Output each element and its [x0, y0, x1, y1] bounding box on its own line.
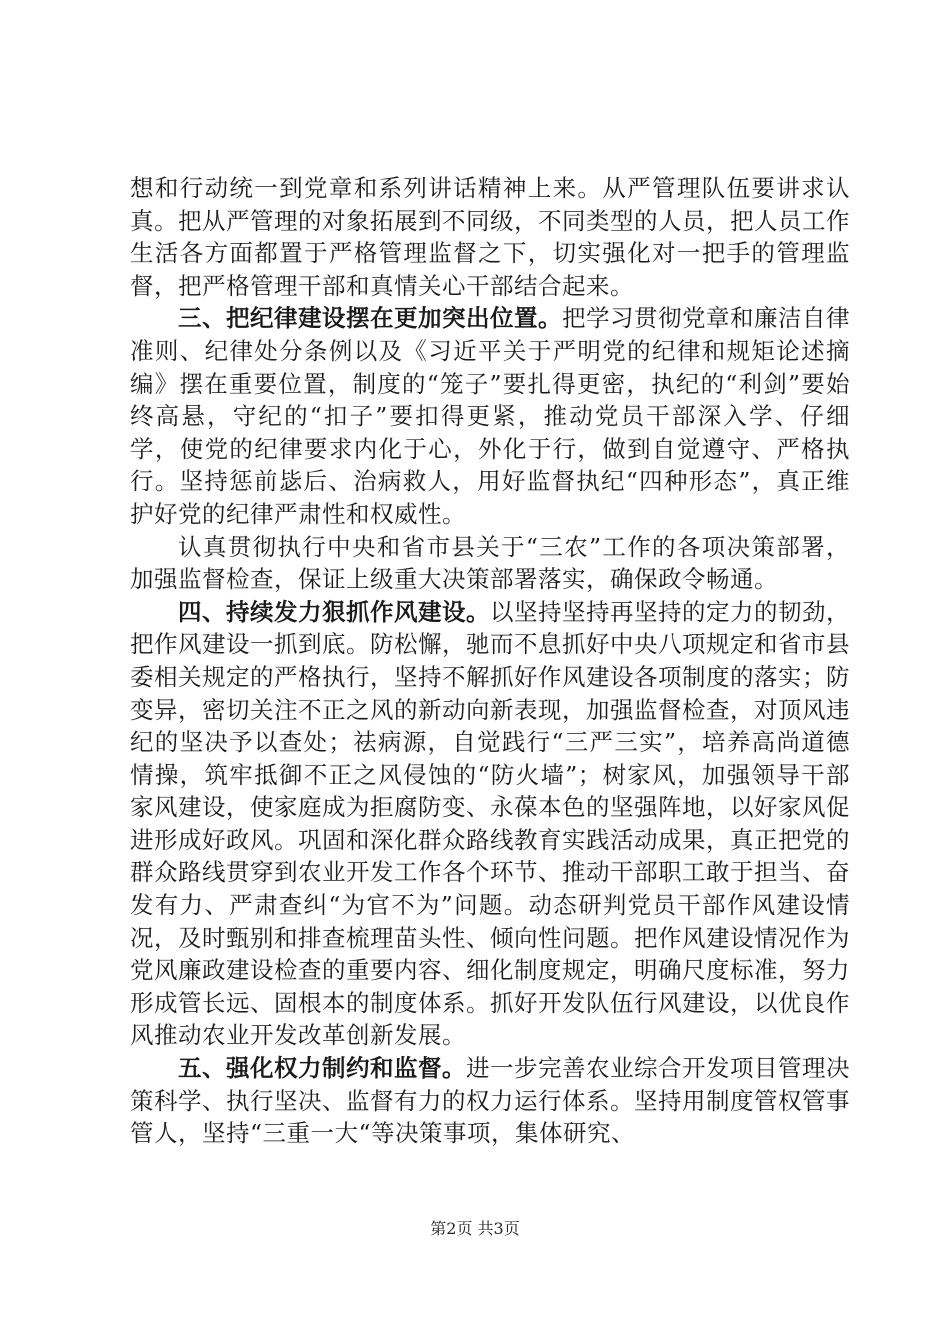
section-heading: 四、持续发力狠抓作风建设。 [178, 597, 490, 626]
paragraph-text: 以坚持坚持再坚持的定力的韧劲，把作风建设一抓到底。防松懈，驰而不息抓好中央八项规定和省市县委相关规定的严格执行，坚持不解抓好作风建设各项制度的落实；防变异，密切关注不正之风的新动向新表现，加强监督检查，对顶风违纪的坚决予以查处；祛病源，自觉践行“三严三实”，培养高尚道德情操，筑牢抵御不正之风侵蚀的“防火墙”；树家风，加强领导干部家风建设，使家庭成为拒腐防变、永葆本色的坚强阵地，以好家风促进形成好政风。巩固和深化群众路线教育实践活动成果，真正把党的群众路线贯穿到农业开发工作各个环节、推动干部职工敢于担当、奋发有力、严肃查纠“为官不为”问题。动态研判党员干部作风建设情况，及时甄别和排查梳理苗头性、倾向性问题。把作风建设情况作为党风廉政建设检查的重要内容、细化制度规定，明确尺度标准，努力形成管长远、固根本的制度体系。抓好开发队伍行风建设，以优良作风推动农业开发改革创新发展。 [130, 597, 850, 1050]
paragraph-section-4 [130, 596, 850, 1052]
paragraph-section-5 [130, 1052, 850, 1150]
paragraph-text: 想和行动统一到党章和系列讲话精神上来。从严管理队伍要讲求认真。把从严管理的对象拓展到不同级，不同类型的人员，把人员工作生活各方面都置于严格管理监督之下，切实强化对一把手的管理监督，把严格管理干部和真情关心干部结合起来。 [130, 174, 850, 300]
document-body [130, 172, 850, 1150]
paragraph-sannong [130, 531, 850, 596]
paragraph-text: 认真贯彻执行中央和省市县关于“三农”工作的各项决策部署，加强监督检查，保证上级重大决策部署落实，确保政令畅通。 [130, 532, 850, 594]
paragraph-text: 把学习贯彻党章和廉洁自律准则、纪律处分条例以及《习近平关于严明党的纪律和规矩论述摘编》摆在重要位置，制度的“笼子”要扎得更密，执纪的“利剑”要始终高悬，守纪的“扣子”要扣得更紧，推动党员干部深入学、仔细学，使党的纪律要求内化于心，外化于行，做到自觉遵守、严格执行。坚持惩前毖后、治病救人，用好监督执纪“四种形态”，真正维护好党的纪律严肃性和权威性。 [130, 304, 850, 528]
section-heading: 三、把纪律建设摆在更加突出位置。 [178, 304, 562, 333]
paragraph-continuation [130, 172, 850, 302]
section-heading: 五、强化权力制约和监督。 [178, 1054, 466, 1083]
paragraph-section-3 [130, 302, 850, 530]
page-number-footer: 第2页 共3页 [430, 1219, 520, 1238]
paragraph-text: 进一步完善农业综合开发项目管理决策科学、执行坚决、监督有力的权力运行体系。坚持用制度管权管事管人，坚持“三重一大“等决策事项，集体研究、 [130, 1054, 850, 1148]
